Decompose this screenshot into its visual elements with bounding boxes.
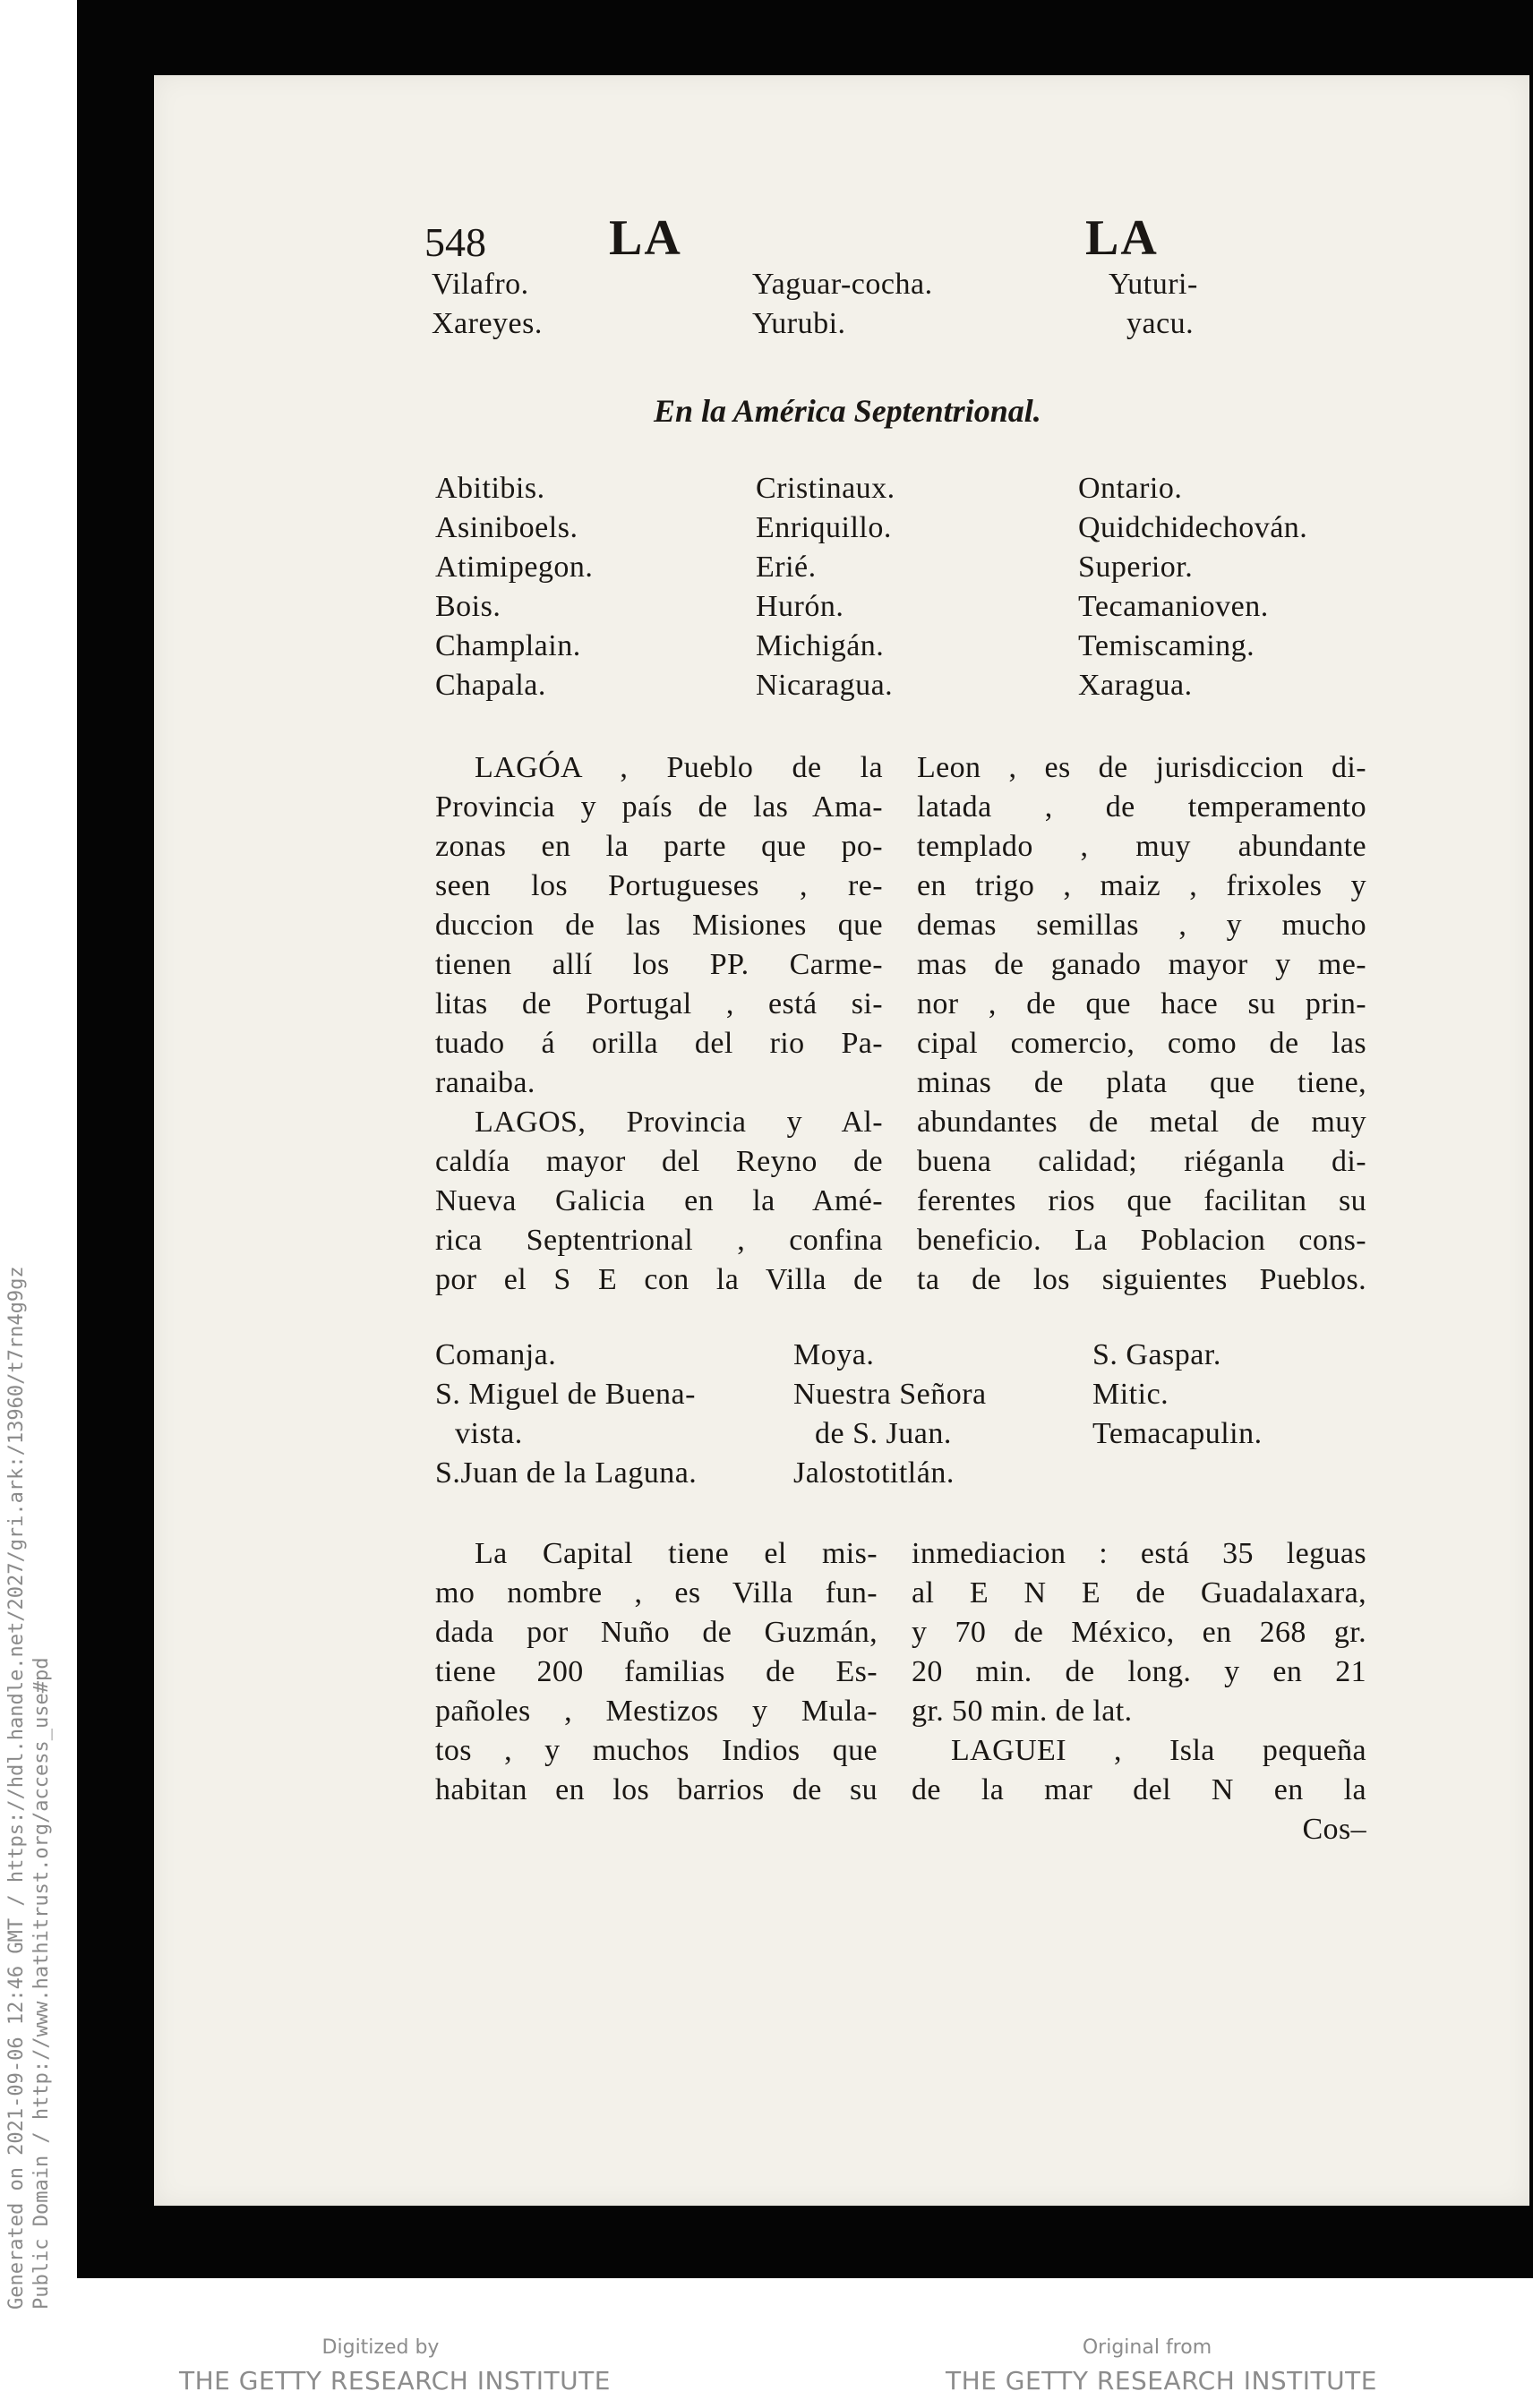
text-line: ranaiba. <box>435 1066 535 1099</box>
catchword: Cos– <box>1302 1813 1366 1846</box>
text-line: gr. 50 min. de lat. <box>912 1695 1133 1728</box>
text-line: ferentes rios que facilitan su <box>917 1184 1366 1217</box>
text-line: zonas en la parte que po- <box>435 830 883 863</box>
text-line: nor , de que hace su prin- <box>917 987 1366 1020</box>
text-line: mo nombre , es Villa fun- <box>435 1576 878 1610</box>
text-line: abundantes de metal de muy <box>917 1106 1366 1139</box>
hathitrust-stamp <box>0 1155 72 2408</box>
list-item: Hurón. <box>756 590 844 623</box>
list-item: Bois. <box>435 590 501 623</box>
list-item: Moya. <box>793 1338 875 1371</box>
list-item: Ontario. <box>1078 472 1183 505</box>
text-line: LAGUEI , Isla pequeña <box>951 1734 1366 1767</box>
list-item: Tecamanioven. <box>1078 590 1269 623</box>
entry1-right-column <box>917 748 1366 1300</box>
footer-original-from <box>946 2336 1377 2395</box>
lakes-col-2 <box>756 469 895 705</box>
list-item: Jalostotitlán. <box>793 1456 955 1490</box>
text-line: pañoles , Mestizos y Mula- <box>435 1695 878 1728</box>
footer-right-small: Original from <box>1082 2336 1212 2359</box>
list-item: Enriquillo. <box>756 511 892 544</box>
list-item: Yaguar-cocha. <box>752 268 933 301</box>
list-item: de S. Juan. <box>815 1417 952 1450</box>
text-line: demas semillas , y mucho <box>917 909 1366 942</box>
list-item: Champlain. <box>435 629 581 662</box>
text-line: caldía mayor del Reyno de <box>435 1145 883 1178</box>
list-item: Nicaragua. <box>756 669 894 702</box>
list-item: Chapala. <box>435 669 546 702</box>
running-head-right: LA <box>1085 210 1159 266</box>
list-item: Comanja. <box>435 1338 557 1371</box>
list-item: Superior. <box>1078 551 1194 584</box>
top-list-col-3 <box>1109 265 1198 344</box>
towns-col-1 <box>435 1336 697 1493</box>
list-item: S.Juan de la Laguna. <box>435 1456 698 1490</box>
text-line: tiene 200 familias de Es- <box>435 1655 878 1688</box>
list-item: Abitibis. <box>435 472 545 505</box>
list-item: S. Gaspar. <box>1092 1338 1221 1371</box>
towns-col-2 <box>793 1336 987 1493</box>
list-item: Yurubi. <box>752 307 846 340</box>
list-item: Xaragua. <box>1078 669 1193 702</box>
running-head-left: LA <box>609 210 682 266</box>
list-item: Cristinaux. <box>756 472 895 505</box>
text-line: al E N E de Guadalaxara, <box>912 1576 1366 1610</box>
text-line: LAGOS, Provincia y Al- <box>475 1106 883 1139</box>
footer-left-big: THE GETTY RESEARCH INSTITUTE <box>179 2366 611 2395</box>
text-line: rica Septentrional , confina <box>435 1224 883 1257</box>
entry2-left-column <box>435 1534 878 1810</box>
top-list-col-1 <box>432 265 543 344</box>
text-line: dada por Nuño de Guzmán, <box>435 1616 878 1649</box>
list-item: yacu. <box>1126 307 1195 340</box>
text-line: inmediacion : está 35 leguas <box>912 1537 1366 1570</box>
stamp-line-1: Generated on 2021-09-06 12:46 GMT / https://hdl.handle.net/2027/gri.ark:/13960/t7rn4g9gz <box>5 1266 28 2310</box>
footer-right-big: THE GETTY RESEARCH INSTITUTE <box>946 2366 1377 2395</box>
list-item: Atimipegon. <box>435 551 594 584</box>
text-line: Nueva Galicia en la Amé- <box>435 1184 883 1217</box>
text-line: latada , de temperamento <box>917 790 1366 824</box>
list-item: Temacapulin. <box>1092 1417 1263 1450</box>
list-item: Xareyes. <box>432 307 543 340</box>
list-item: Mitic. <box>1092 1378 1169 1411</box>
section-heading: En la América Septentrional. <box>654 393 1041 429</box>
text-line: tos , y muchos Indios que <box>435 1734 878 1767</box>
text-line: cipal comercio, como de las <box>917 1027 1366 1060</box>
text-line: en trigo , maiz , frixoles y <box>917 869 1366 902</box>
towns-col-3 <box>1092 1336 1263 1454</box>
text-line: Leon , es de jurisdiccion di- <box>917 751 1366 784</box>
text-line: duccion de las Misiones que <box>435 909 883 942</box>
text-line: litas de Portugal , está si- <box>435 987 883 1020</box>
top-list-col-2 <box>752 265 933 344</box>
list-item: Vilafro. <box>432 268 529 301</box>
list-item: vista. <box>455 1417 523 1450</box>
text-line: minas de plata que tiene, <box>917 1066 1366 1099</box>
text-line: de la mar del N en la <box>912 1773 1366 1806</box>
list-item: S. Miguel de Buena- <box>435 1378 696 1411</box>
text-line: LAGÓA , Pueblo de la <box>475 751 883 784</box>
text-line: templado , muy abundante <box>917 830 1366 863</box>
list-item: Michigán. <box>756 629 885 662</box>
list-item: Asiniboels. <box>435 511 578 544</box>
list-item: Temiscaming. <box>1078 629 1255 662</box>
entry1-left-column <box>435 748 883 1300</box>
text-line: y 70 de México, en 268 gr. <box>912 1616 1366 1649</box>
text-line: tienen allí los PP. Carme- <box>435 948 883 981</box>
text-line: La Capital tiene el mis- <box>475 1537 878 1570</box>
text-line: tuado á orilla del rio Pa- <box>435 1027 883 1060</box>
text-line: mas de ganado mayor y me- <box>917 948 1366 981</box>
footer-digitized-by <box>179 2336 611 2395</box>
text-line: seen los Portugueses , re- <box>435 869 883 902</box>
lakes-col-1 <box>435 469 593 705</box>
footer-left-small: Digitized by <box>321 2336 440 2359</box>
lakes-col-3 <box>1078 469 1307 705</box>
text-line: por el S E con la Villa de <box>435 1263 883 1296</box>
text-line: beneficio. La Poblacion cons- <box>917 1224 1366 1257</box>
page-number: 548 <box>424 219 486 265</box>
text-line: ta de los siguientes Pueblos. <box>917 1263 1366 1296</box>
list-item: Yuturi- <box>1109 268 1198 301</box>
stamp-line-2: Public Domain / http://www.hathitrust.org/access_use#pd <box>30 1657 53 2310</box>
text-line: 20 min. de long. y en 21 <box>912 1655 1366 1688</box>
list-item: Quidchidechován. <box>1078 511 1308 544</box>
text-line: buena calidad; riéganla di- <box>917 1145 1366 1178</box>
text-line: Provincia y país de las Ama- <box>435 790 883 824</box>
entry2-right-column <box>912 1534 1366 1849</box>
list-item: Erié. <box>756 551 817 584</box>
text-line: habitan en los barrios de su <box>435 1773 878 1806</box>
book-page <box>154 75 1529 2206</box>
list-item: Nuestra Señora <box>793 1378 987 1411</box>
